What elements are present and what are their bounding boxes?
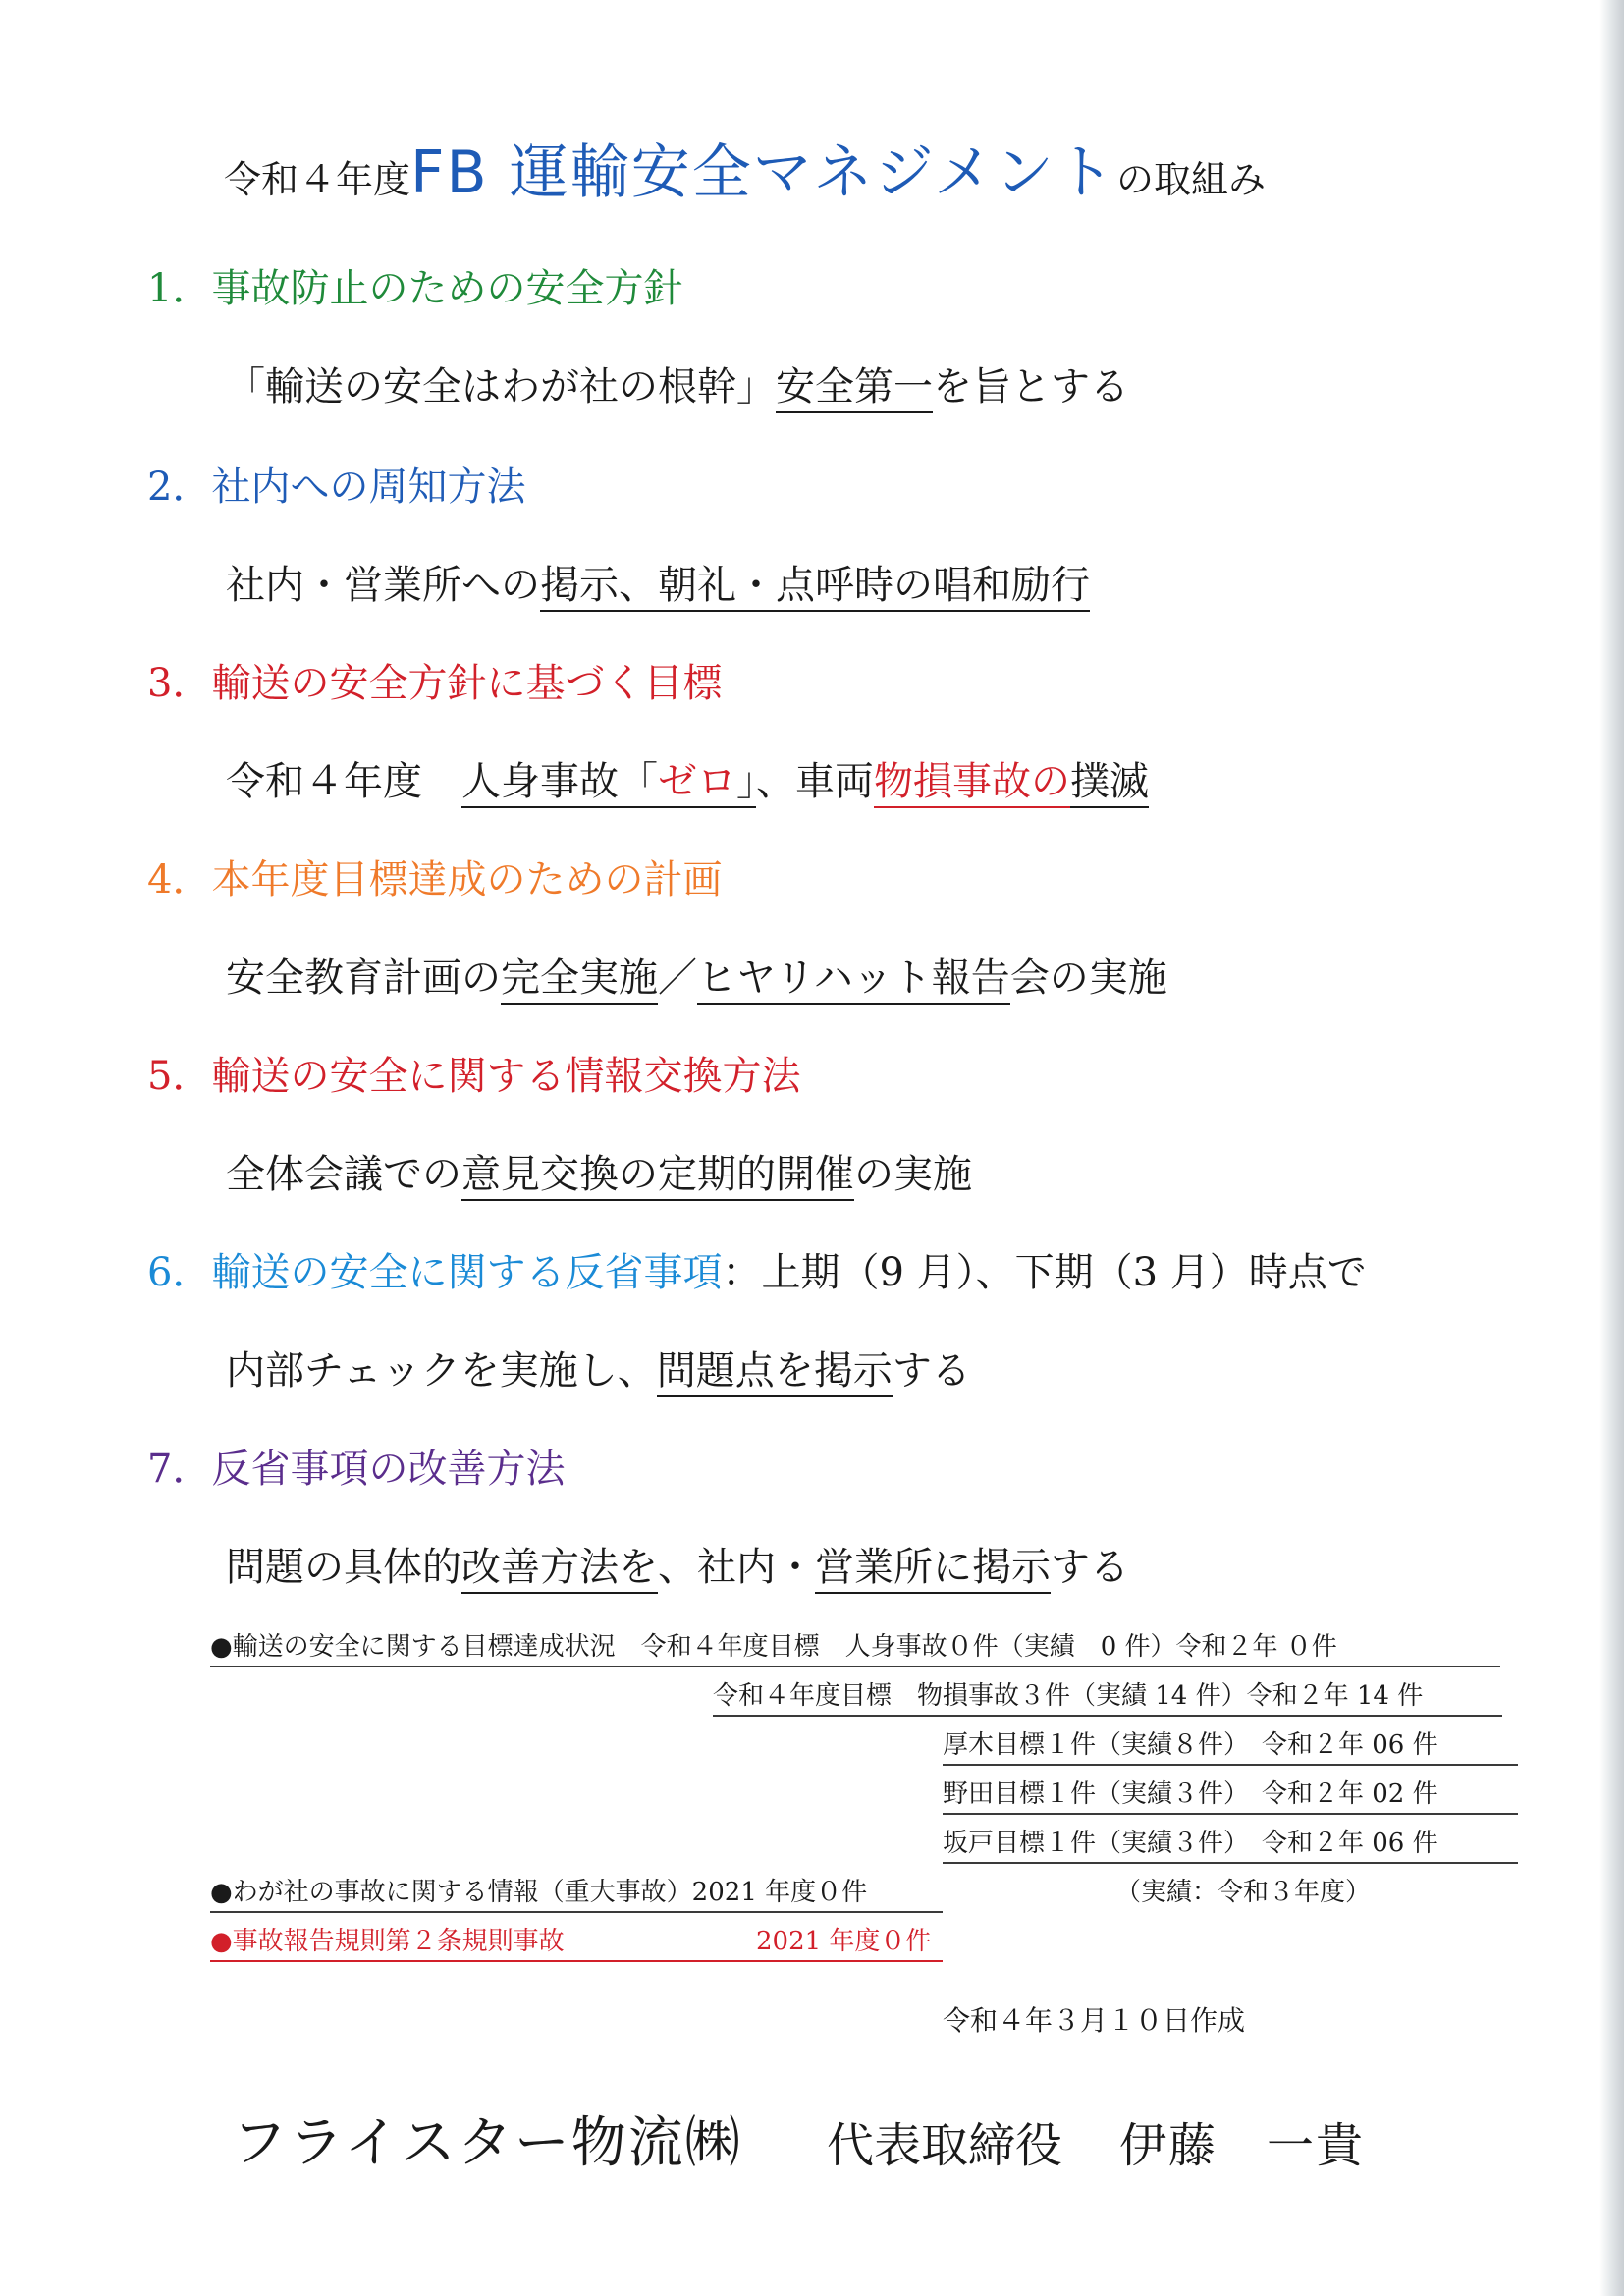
section-6-text-end: する (892, 1348, 971, 1394)
section-4-text: 安全教育計画の (226, 956, 501, 1001)
section-4-slash: ／ (658, 956, 697, 1001)
section-3-text-mid: 、車両 (756, 759, 874, 804)
section-7-underlined-1: 改善方法を (461, 1545, 658, 1594)
section-2-underlined: 掲示、朝礼・点呼時の唱和励行 (540, 563, 1090, 612)
stats-row-6-note: （実績：令和３年度） (1115, 1878, 1372, 1907)
section-7-heading (147, 1438, 565, 1494)
stats-row-1-rule (210, 1666, 1500, 1667)
section-7-text: 問題の具体的 (226, 1545, 461, 1590)
stats-row-7-value: 2021 年度０件 (756, 1927, 932, 1956)
section-3-text: 令和４年度 (226, 759, 461, 804)
section-1-heading (147, 257, 682, 313)
title-main: FB 運輸安全マネジメント (410, 138, 1116, 207)
section-7-body (226, 1536, 1129, 1592)
stats-row-7-rule (210, 1960, 943, 1962)
section-6-underlined: 問題点を掲示 (657, 1348, 893, 1397)
section-3-zero: ゼロ (658, 759, 736, 808)
section-7-title: 反省事項の改善方法 (211, 1447, 566, 1492)
section-3-heading (147, 652, 722, 708)
section-7-number: 7． (147, 1447, 212, 1492)
representative-name: 伊藤 一貴 (1119, 2118, 1366, 2173)
section-5-text: 全体会議での (226, 1152, 461, 1197)
section-4-title: 本年度目標達成のための計画 (211, 857, 723, 902)
section-1-title: 事故防止のための安全方針 (211, 266, 683, 311)
section-3-body (226, 750, 1149, 806)
stats-row-5-rule (943, 1862, 1518, 1864)
section-4-underlined-2: ヒヤリハット報告 (697, 956, 1010, 1005)
section-1-text: 「輸送の安全はわが社の根幹」 (226, 364, 776, 410)
document-title (224, 126, 1266, 210)
section-4-number: 4． (147, 857, 212, 902)
creation-date: 令和４年３月１０日作成 (943, 2004, 1246, 2037)
stats-row-4: 野田目標１件（実績３件） 令和２年 02 件 (943, 1779, 1438, 1809)
stats-row-4-rule (943, 1813, 1518, 1815)
section-1-text-end: を旨とする (933, 364, 1129, 410)
section-6-body (226, 1339, 971, 1395)
title-prefix: 令和４年度 (224, 158, 411, 201)
section-6-heading (147, 1241, 1367, 1297)
section-3-underlined-end: 撲滅 (1070, 759, 1149, 808)
scan-page-edge (1599, 0, 1624, 2296)
stats-row-6: ●わが社の事故に関する情報（重大事故）2021 年度０件 (210, 1878, 868, 1907)
section-6-number: 6． (147, 1250, 212, 1295)
section-7-text-end: する (1051, 1545, 1129, 1590)
section-6-title: 輸送の安全に関する反省事項 (211, 1250, 723, 1295)
section-6-title-tail: ：上期（9 月）、下期（3 月）時点で (722, 1250, 1367, 1295)
section-4-body (226, 947, 1167, 1003)
section-2-title: 社内への周知方法 (211, 465, 526, 510)
section-6-text: 内部チェックを実施し、 (226, 1348, 657, 1394)
stats-row-1: ●輸送の安全に関する目標達成状況 令和４年度目標 人身事故０件（実績 0 件）令和２年 ０件 (210, 1632, 1337, 1662)
stats-row-3: 厚木目標１件（実績８件） 令和２年 06 件 (943, 1730, 1438, 1760)
stats-row-3-rule (943, 1764, 1518, 1766)
section-3-title: 輸送の安全方針に基づく目標 (211, 661, 723, 706)
section-1-underlined: 安全第一 (776, 364, 933, 413)
stats-row-7-label: ●事故報告規則第２条規則事故 (210, 1927, 565, 1956)
section-1-number: 1． (147, 266, 212, 311)
section-3-number: 3． (147, 661, 212, 706)
section-3-bracket: 」 (736, 759, 756, 808)
section-5-heading (147, 1045, 800, 1101)
company-name: フライスター物流㈱ (232, 2111, 742, 2175)
section-4-heading (147, 848, 722, 904)
section-3-red-underlined: 物損事故の (874, 759, 1070, 808)
section-5-underlined: 意見交換の定期的開催 (461, 1152, 854, 1201)
section-4-underlined-1: 完全実施 (501, 956, 658, 1005)
representative-title: 代表取締役 (827, 2118, 1063, 2173)
stats-row-2: 令和４年度目標 物損事故３件（実績 14 件）令和２年 14 件 (713, 1681, 1424, 1711)
title-suffix: の取組み (1115, 158, 1266, 201)
section-7-text-mid: 、社内・ (658, 1545, 815, 1590)
section-5-number: 5． (147, 1054, 212, 1099)
section-2-number: 2． (147, 465, 212, 510)
section-1-body (226, 355, 1129, 411)
section-3-underlined: 人身事故「 (461, 759, 658, 808)
section-2-heading (147, 456, 525, 512)
stats-row-2-rule (713, 1715, 1502, 1717)
section-2-text: 社内・営業所への (226, 563, 540, 608)
stats-row-5: 坂戸目標１件（実績３件） 令和２年 06 件 (943, 1829, 1438, 1858)
stats-row-6-rule (210, 1911, 943, 1913)
section-5-body (226, 1143, 972, 1199)
section-5-title: 輸送の安全に関する情報交換方法 (211, 1054, 801, 1099)
section-5-text-end: の実施 (854, 1152, 972, 1197)
section-7-underlined-2: 営業所に掲示 (815, 1545, 1051, 1594)
section-2-body (226, 554, 1090, 610)
section-4-text-end: 会の実施 (1009, 956, 1167, 1001)
